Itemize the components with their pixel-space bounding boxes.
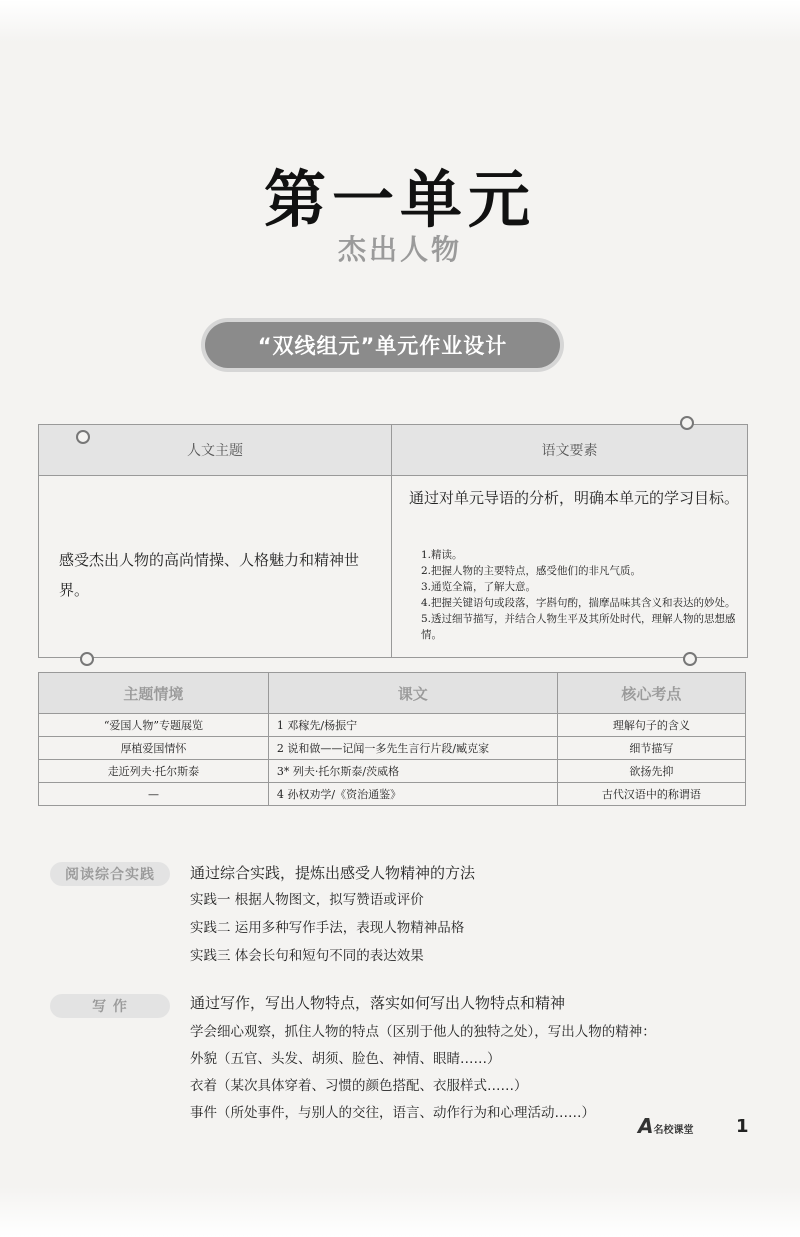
theme-cell: — bbox=[39, 783, 269, 806]
unit-title: 第一单元 bbox=[263, 163, 536, 236]
text-cell: 3* 列夫·托尔斯泰/茨威格 bbox=[268, 760, 557, 783]
column-header-theme: 主题情境 bbox=[39, 673, 269, 714]
reading-practice-item: 实践二 运用多种写作手法，表现人物精神品格 bbox=[190, 920, 465, 936]
key-point-cell: 欲扬先抑 bbox=[557, 760, 745, 783]
writing-line: 学会细心观察，抓住人物的特点（区别于他人的独特之处），写出人物的精神： bbox=[190, 1024, 656, 1040]
section-banner-label: “双线组元”单元作业设计 bbox=[257, 334, 508, 358]
objective-item: 4.把握关键语句或段落，字斟句酌，揣摩品味其含义和表达的妙处。 bbox=[421, 597, 736, 609]
objective-item: 5.透过细节描写，并结合人物生平及其所处时代，理解人物的思想感情。 bbox=[421, 613, 736, 641]
objectives-list bbox=[421, 547, 739, 643]
key-point-cell: 细节描写 bbox=[557, 737, 745, 760]
scan-edge-top bbox=[0, 0, 800, 42]
humanistic-theme-text: 感受杰出人物的高尚情操、人格魅力和精神世界。 bbox=[59, 551, 360, 599]
writing-line: 事件（所处事件，与别人的交往，语言、动作行为和心理活动……） bbox=[190, 1105, 595, 1121]
humanistic-theme-header: 人文主题 bbox=[39, 425, 392, 476]
reading-practice-heading: 通过综合实践，提炼出感受人物精神的方法 bbox=[190, 864, 476, 882]
objective-item: 1.精读。 bbox=[421, 549, 463, 561]
column-header-text: 课文 bbox=[268, 673, 557, 714]
goals-panel bbox=[38, 424, 748, 658]
lessons-table bbox=[38, 672, 746, 806]
theme-cell: 走近列夫·托尔斯泰 bbox=[39, 760, 269, 783]
column-header-key-points: 核心考点 bbox=[557, 673, 745, 714]
publisher-logo: A名校课堂 bbox=[638, 1114, 694, 1138]
objective-item: 2.把握人物的主要特点，感受他们的非凡气质。 bbox=[421, 565, 642, 577]
binder-ring-icon bbox=[80, 652, 94, 666]
text-cell: 2 说和做——记闻一多先生言行片段/臧克家 bbox=[268, 737, 557, 760]
binder-ring-icon bbox=[680, 416, 694, 430]
table-header-row bbox=[39, 673, 746, 714]
objective-item: 3.通览全篇，了解大意。 bbox=[421, 581, 537, 593]
table-row bbox=[39, 760, 746, 783]
reading-practice-item: 实践三 体会长句和短句不同的表达效果 bbox=[190, 948, 424, 964]
theme-cell: 厚植爱国情怀 bbox=[39, 737, 269, 760]
section-banner bbox=[205, 322, 560, 368]
writing-line: 外貌（五官、头发、胡须、脸色、神情、眼睛……） bbox=[190, 1051, 501, 1067]
text-cell: 1 邓稼先/杨振宁 bbox=[268, 714, 557, 737]
language-elements-header: 语文要素 bbox=[392, 425, 747, 476]
language-elements-intro: 通过对单元导语的分析，明确本单元的学习目标。 bbox=[409, 489, 740, 507]
reading-practice-tag: 阅读综合实践 bbox=[50, 862, 170, 886]
binder-ring-icon bbox=[683, 652, 697, 666]
table-row bbox=[39, 783, 746, 806]
writing-line: 衣着（某次具体穿着、习惯的颜色搭配、衣服样式……） bbox=[190, 1078, 528, 1094]
writing-heading: 通过写作，写出人物特点，落实如何写出人物特点和精神 bbox=[190, 994, 566, 1012]
table-row bbox=[39, 714, 746, 737]
theme-cell: “爱国人物”专题展览 bbox=[39, 714, 269, 737]
writing-tag: 写 作 bbox=[50, 994, 170, 1018]
key-point-cell: 理解句子的含义 bbox=[557, 714, 745, 737]
panel-divider bbox=[391, 475, 392, 657]
page-number: 1 bbox=[736, 1116, 749, 1137]
unit-subtitle: 杰出人物 bbox=[337, 233, 462, 266]
table-row bbox=[39, 737, 746, 760]
text-cell: 4 孙权劝学/《资治通鉴》 bbox=[268, 783, 557, 806]
key-point-cell: 古代汉语中的称谓语 bbox=[557, 783, 745, 806]
scan-edge-bottom bbox=[0, 1187, 800, 1237]
binder-ring-icon bbox=[76, 430, 90, 444]
reading-practice-item: 实践一 根据人物图文，拟写赞语或评价 bbox=[190, 892, 424, 908]
